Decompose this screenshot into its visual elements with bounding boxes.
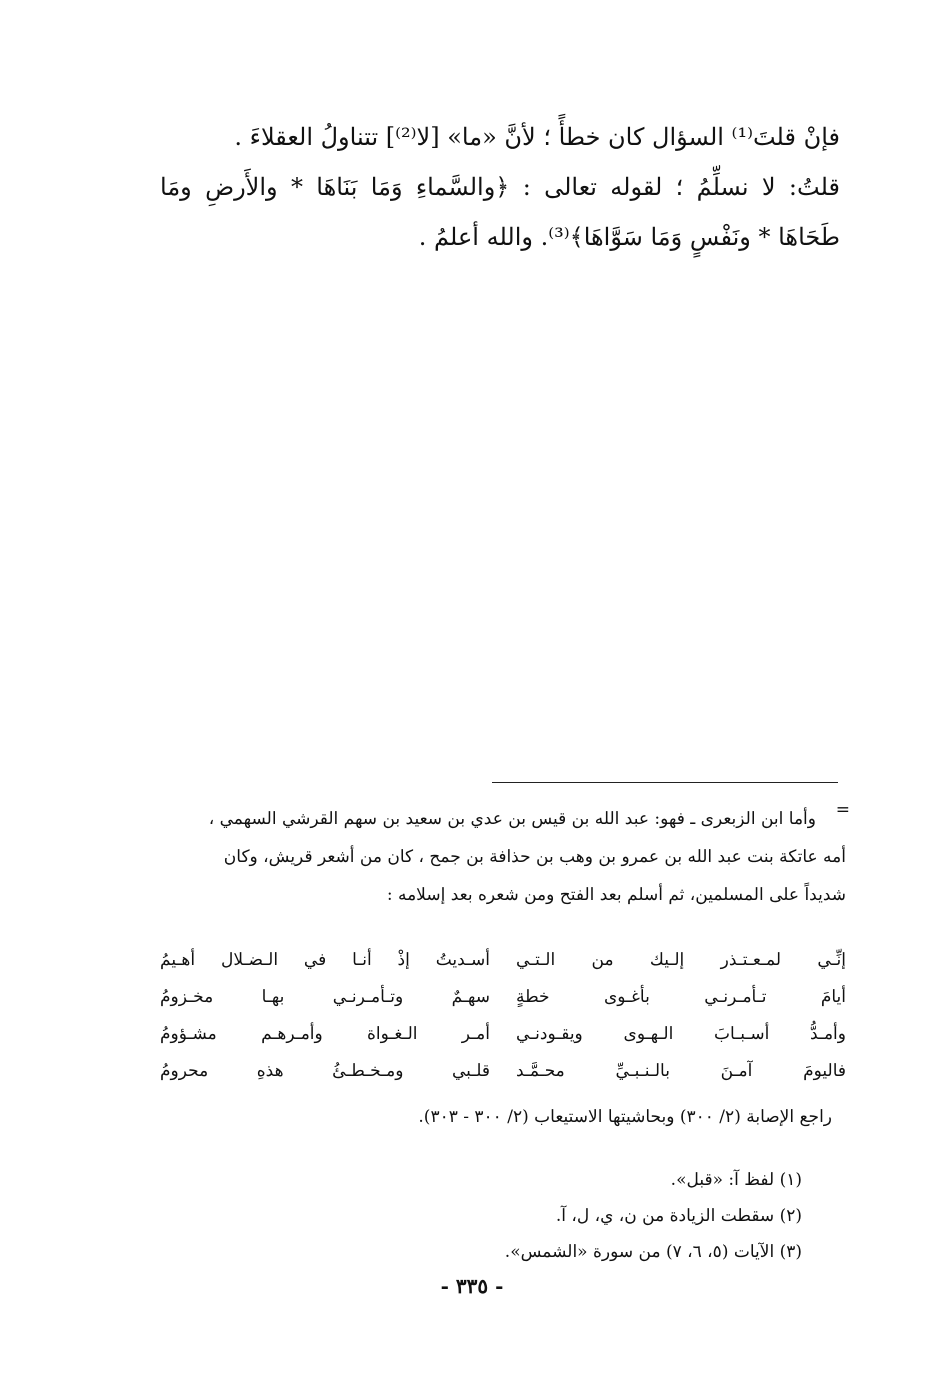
verse-row bbox=[160, 1016, 846, 1053]
verse-row bbox=[160, 979, 846, 1016]
verse-first-hemistich: إنِّـي لمـعـتـذر إلـيك من الـتـي bbox=[516, 950, 846, 970]
verse-second-hemistich: سهـمٌ وتـأمـرنـي بهـا مخـزومُ bbox=[160, 987, 490, 1007]
verse-first-hemistich: فاليومَ آمـنَ بالـنـبـيِّ محـمَّـد bbox=[516, 1061, 846, 1081]
verse-row bbox=[160, 1053, 846, 1090]
verse-second-hemistich: أسـديتُ إذْ أنـا في الـضـلال أهـيمُ bbox=[160, 950, 490, 970]
footnote-3: (٣) الآيات (٥، ٦، ٧) من سورة «الشمس». bbox=[504, 1242, 802, 1262]
verse-second-hemistich: أمـر الـغـواة وأمـرهـم مشـؤومُ bbox=[160, 1024, 490, 1044]
main-paragraph-2: قلتُ: لا نسلِّمُ ؛ لقوله تعالى : ﴿والسَّماءِ وَمَا بَنَاهَا * والأَرضِ ومَا طَحَاهَا * ونَفْسٍ وَمَا سَوَّاهَا﴾⁽³⁾. والله أعلمُ . bbox=[160, 173, 840, 251]
footnote-separator bbox=[492, 782, 838, 783]
main-paragraph-1: فإنْ قلتَ⁽¹⁾ السؤال كان خطأً ؛ لأنَّ «ما» [لا⁽²⁾] تتناولُ العقلاءَ . bbox=[234, 123, 840, 151]
footnotes bbox=[160, 1162, 802, 1270]
page-number: - ٣٣٥ - bbox=[440, 1274, 504, 1298]
footnote-line-3: شديداً على المسلمين، ثم أسلم بعد الفتح ومن شعره بعد إسلامه : bbox=[386, 885, 846, 905]
footnote-1: (١) لفظ آ: «قبل». bbox=[670, 1170, 802, 1190]
footnote-line-1: وأما ابن الزبعرى ـ فهو: عبد الله بن قيس بن عدي بن سعيد بن سهم القرشي السهمي ، bbox=[208, 809, 816, 829]
reference-line: راجع الإصابة (٢/ ٣٠٠) وبحاشيتها الاستيعاب (٢/ ٣٠٠ - ٣٠٣). bbox=[418, 1107, 832, 1127]
footnote-line-2: أمه عاتكة بنت عبد الله بن عمرو بن وهب بن حذافة بن جمح ، كان من أشعر قريش، وكان bbox=[223, 847, 846, 867]
footnote-continuation bbox=[160, 800, 850, 914]
footnote-2: (٢) سقطت الزيادة من ن، ي، ل، آ. bbox=[555, 1206, 802, 1226]
continuation-mark: = bbox=[835, 800, 850, 820]
poem bbox=[160, 942, 846, 1090]
verse-first-hemistich: وأمـدُّ أسـبـابَ الـهـوى ويقـودنـي bbox=[516, 1024, 846, 1044]
verse-row bbox=[160, 942, 846, 979]
main-text bbox=[160, 112, 840, 262]
verse-second-hemistich: قلـبي ومـخـطـئُ هذهِ محرومُ bbox=[160, 1061, 490, 1081]
verse-first-hemistich: أيامَ تـأمـرنـي بأغـوى خطةٍ bbox=[516, 987, 846, 1007]
